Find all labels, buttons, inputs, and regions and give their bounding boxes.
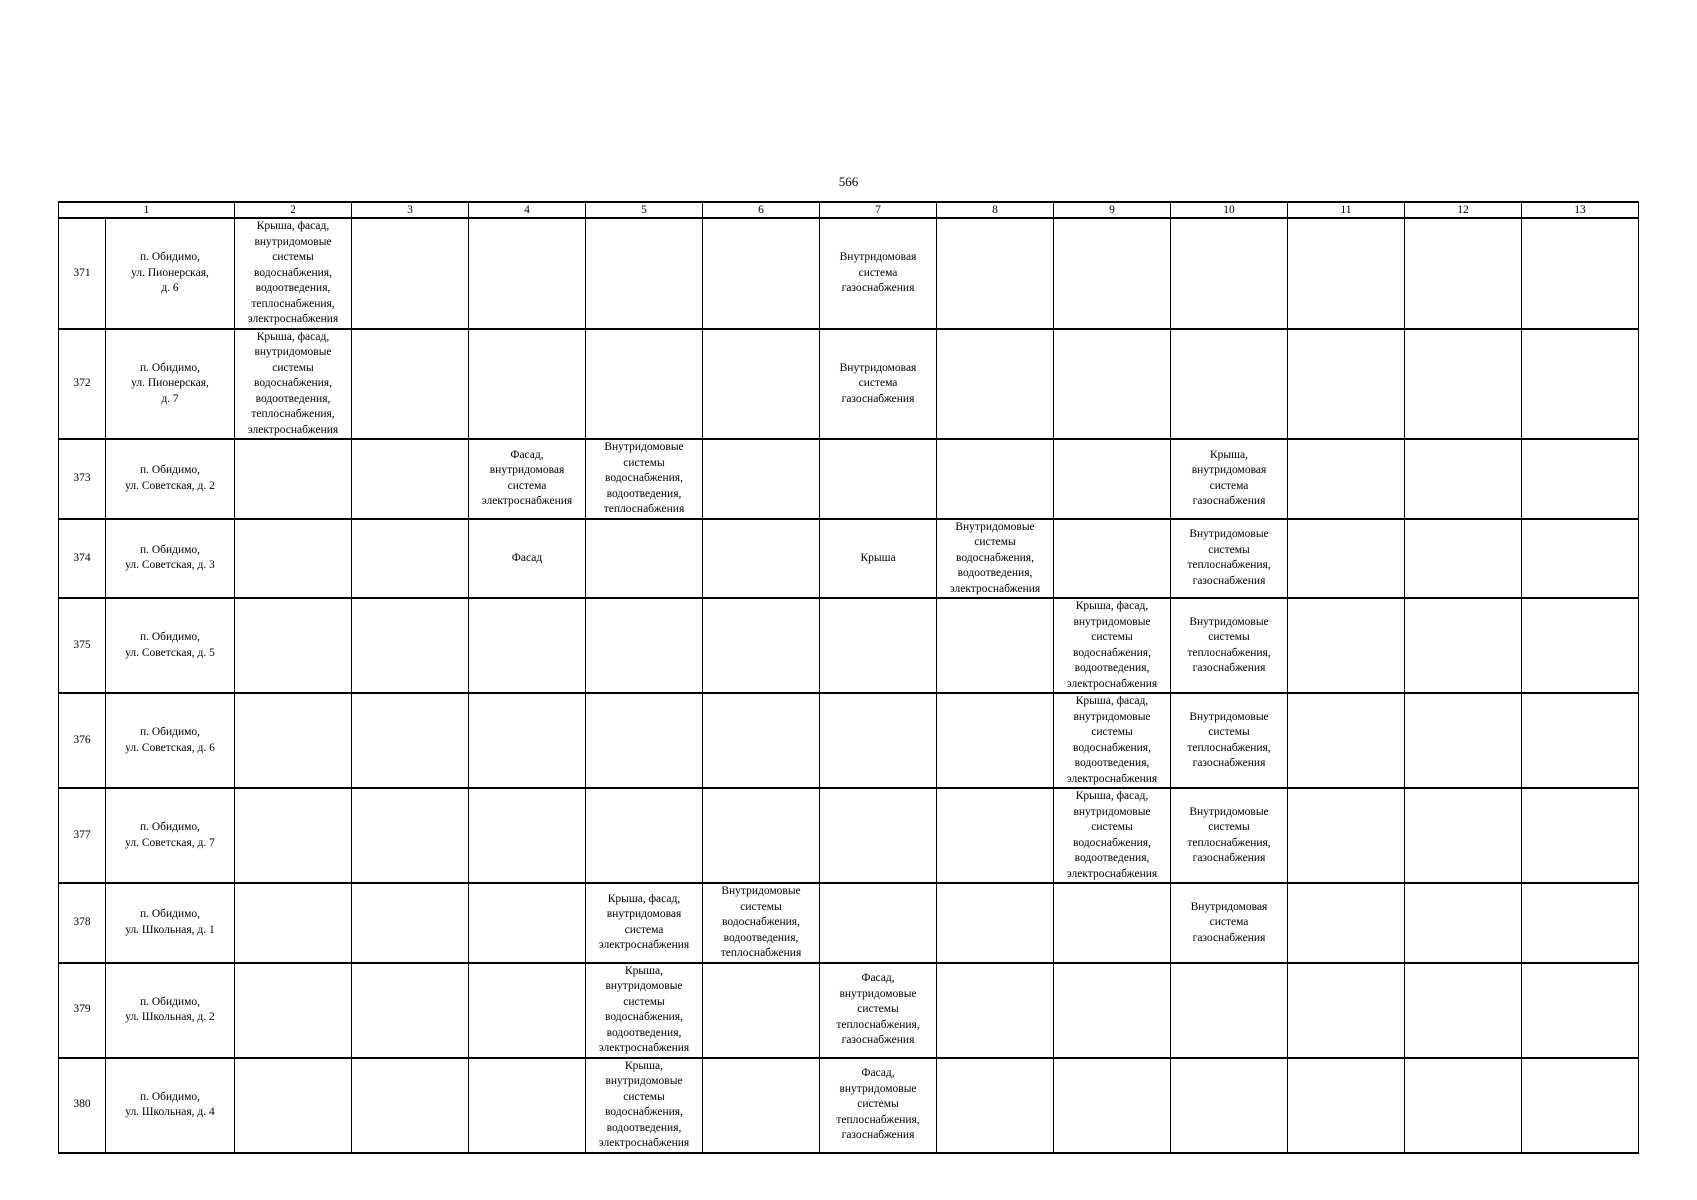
work-text: Крыша, фасад, внутридомовые системы водоснабжения, водоотведения, теплоснабжения, электроснабжения: [247, 330, 339, 436]
work-cell-col-7: [820, 598, 937, 693]
work-cell-col-9: [1054, 329, 1171, 440]
work-cell-col-3: [352, 693, 469, 788]
address-cell: [106, 519, 235, 599]
work-cell-col-3: [352, 1058, 469, 1153]
work-cell-col-11: [1288, 218, 1405, 329]
work-cell-col-6: [703, 788, 820, 883]
work-text: Крыша, фасад, внутридомовые системы водоснабжения, водоотведения, электроснабжения: [1066, 790, 1158, 880]
address-text: п. Обидимо, ул. Пионерская, д. 6: [131, 251, 209, 294]
table-row: [59, 963, 1639, 1058]
address-text: п. Обидимо, ул. Советская, д. 7: [125, 821, 215, 849]
work-cell-col-12: [1405, 519, 1522, 599]
work-cell-col-13: [1522, 598, 1639, 693]
work-cell-col-9: [1054, 598, 1171, 693]
header-cell: 13: [1522, 202, 1639, 218]
work-cell-col-4: [469, 519, 586, 599]
work-cell-col-6: [703, 218, 820, 329]
work-cell-col-12: [1405, 598, 1522, 693]
row-number-cell: 376: [59, 693, 106, 788]
work-text: Крыша, фасад, внутридомовые системы водоснабжения, водоотведения, теплоснабжения, электроснабжения: [247, 220, 339, 325]
address-text: п. Обидимо, ул. Школьная, д. 2: [125, 995, 215, 1023]
work-cell-col-2: [235, 329, 352, 440]
work-cell-col-7: [820, 788, 937, 883]
work-cell-col-3: [352, 519, 469, 599]
header-cell: 4: [469, 202, 586, 218]
work-cell-col-13: [1522, 218, 1639, 329]
work-cell-col-9: [1054, 218, 1171, 329]
address-text: п. Обидимо, ул. Пионерская, д. 7: [131, 361, 209, 405]
row-number-cell: 374: [59, 519, 106, 599]
work-text: Фасад, внутридомовая система электроснабжения: [481, 448, 573, 508]
table-row: [59, 788, 1639, 883]
work-cell-col-4: [469, 218, 586, 329]
address-cell: [106, 598, 235, 693]
work-cell-col-5: [586, 218, 703, 329]
work-cell-col-13: [1522, 439, 1639, 519]
work-text: Крыша, фасад, внутридомовые системы водоснабжения, водоотведения, электроснабжения: [1066, 600, 1158, 690]
work-text: Внутридомовая система газоснабжения: [839, 251, 917, 294]
address-text: п. Обидимо, ул. Советская, д. 5: [125, 631, 215, 659]
work-text: Внутридомовая система газоснабжения: [1190, 900, 1268, 944]
work-cell-col-3: [352, 883, 469, 963]
work-cell-col-5: [586, 519, 703, 599]
work-cell-col-10: [1171, 439, 1288, 519]
work-text: Внутридомовые системы водоснабжения, водоотведения, теплоснабжения: [603, 441, 685, 515]
work-cell-col-2: [235, 439, 352, 519]
work-cell-col-3: [352, 218, 469, 329]
work-cell-col-8: [937, 1058, 1054, 1153]
row-number-cell: 371: [59, 218, 106, 329]
table-row: [59, 329, 1639, 440]
work-cell-col-5: [586, 1058, 703, 1153]
work-cell-col-4: [469, 693, 586, 788]
work-cell-col-6: [703, 883, 820, 963]
work-text: Крыша, фасад, внутридомовая система электроснабжения: [598, 892, 690, 952]
work-cell-col-6: [703, 329, 820, 440]
work-cell-col-4: [469, 329, 586, 440]
work-cell-col-13: [1522, 788, 1639, 883]
work-cell-col-13: [1522, 963, 1639, 1058]
work-text: Внутридомовые системы теплоснабжения, газоснабжения: [1187, 805, 1271, 864]
table-row: [59, 218, 1639, 329]
table-row: [59, 693, 1639, 788]
table-row: [59, 598, 1639, 693]
work-cell-col-12: [1405, 883, 1522, 963]
work-cell-col-3: [352, 598, 469, 693]
work-cell-col-13: [1522, 883, 1639, 963]
work-cell-col-12: [1405, 963, 1522, 1058]
work-cell-col-2: [235, 883, 352, 963]
work-cell-col-9: [1054, 519, 1171, 599]
work-cell-col-8: [937, 963, 1054, 1058]
address-cell: [106, 883, 235, 963]
work-cell-col-10: [1171, 788, 1288, 883]
work-cell-col-9: [1054, 1058, 1171, 1153]
header-cell: 12: [1405, 202, 1522, 218]
work-cell-col-8: [937, 218, 1054, 329]
work-cell-col-2: [235, 788, 352, 883]
address-cell: [106, 788, 235, 883]
work-text: Крыша, внутридомовые системы водоснабжения, водоотведения, электроснабжения: [598, 964, 690, 1054]
work-cell-col-11: [1288, 329, 1405, 440]
work-text: Фасад, внутридомовые системы теплоснабжения, газоснабжения: [836, 972, 920, 1047]
work-cell-col-11: [1288, 1058, 1405, 1153]
work-cell-col-7: [820, 963, 937, 1058]
work-cell-col-11: [1288, 693, 1405, 788]
work-cell-col-2: [235, 598, 352, 693]
work-cell-col-5: [586, 693, 703, 788]
address-text: п. Обидимо, ул. Школьная, д. 1: [125, 908, 215, 936]
header-cell: 11: [1288, 202, 1405, 218]
work-cell-col-10: [1171, 598, 1288, 693]
address-text: п. Обидимо, ул. Школьная, д. 4: [125, 1090, 215, 1118]
row-number-cell: 375: [59, 598, 106, 693]
work-cell-col-13: [1522, 1058, 1639, 1153]
work-cell-col-6: [703, 439, 820, 519]
work-cell-col-12: [1405, 1058, 1522, 1153]
header-cell: 6: [703, 202, 820, 218]
work-cell-col-11: [1288, 788, 1405, 883]
address-cell: [106, 963, 235, 1058]
work-text: Крыша, внутридомовые системы водоснабжения, водоотведения, электроснабжения: [598, 1059, 690, 1149]
work-cell-col-6: [703, 519, 820, 599]
work-cell-col-11: [1288, 963, 1405, 1058]
work-cell-col-2: [235, 519, 352, 599]
work-cell-col-10: [1171, 883, 1288, 963]
address-cell: [106, 439, 235, 519]
work-cell-col-9: [1054, 693, 1171, 788]
work-cell-col-3: [352, 788, 469, 883]
work-text: Внутридомовые системы теплоснабжения, газоснабжения: [1187, 528, 1271, 587]
work-cell-col-7: [820, 1058, 937, 1153]
work-cell-col-6: [703, 963, 820, 1058]
work-cell-col-5: [586, 598, 703, 693]
work-cell-col-11: [1288, 439, 1405, 519]
work-cell-col-10: [1171, 218, 1288, 329]
work-cell-col-11: [1288, 519, 1405, 599]
work-cell-col-2: [235, 693, 352, 788]
work-text: Внутридомовые системы водоснабжения, водоотведения, теплоснабжения: [720, 885, 802, 959]
work-text: Внутридомовые системы теплоснабжения, газоснабжения: [1187, 615, 1271, 674]
row-number-cell: 373: [59, 439, 106, 519]
work-cell-col-10: [1171, 963, 1288, 1058]
work-cell-col-9: [1054, 788, 1171, 883]
work-cell-col-12: [1405, 693, 1522, 788]
work-cell-col-3: [352, 439, 469, 519]
header-row: [59, 202, 1639, 218]
work-cell-col-6: [703, 1058, 820, 1153]
work-cell-col-4: [469, 1058, 586, 1153]
header-cell: 5: [586, 202, 703, 218]
work-cell-col-7: [820, 519, 937, 599]
header-cell: 7: [820, 202, 937, 218]
row-number-cell: 377: [59, 788, 106, 883]
work-cell-col-11: [1288, 598, 1405, 693]
work-cell-col-10: [1171, 519, 1288, 599]
work-cell-col-2: [235, 1058, 352, 1153]
work-cell-col-2: [235, 963, 352, 1058]
work-cell-col-8: [937, 883, 1054, 963]
header-cell: 9: [1054, 202, 1171, 218]
header-cell: 8: [937, 202, 1054, 218]
address-cell: [106, 218, 235, 329]
work-cell-col-5: [586, 439, 703, 519]
page-number: 566: [838, 174, 859, 189]
work-cell-col-12: [1405, 788, 1522, 883]
work-cell-col-7: [820, 218, 937, 329]
work-schedule-table: [58, 201, 1639, 1154]
work-cell-col-8: [937, 693, 1054, 788]
work-text: Фасад: [511, 551, 543, 564]
work-cell-col-12: [1405, 329, 1522, 440]
table-row: [59, 519, 1639, 599]
row-number-cell: 379: [59, 963, 106, 1058]
work-cell-col-12: [1405, 439, 1522, 519]
row-number-cell: 372: [59, 329, 106, 440]
table-row: [59, 883, 1639, 963]
work-cell-col-5: [586, 883, 703, 963]
table-row: [59, 1058, 1639, 1153]
work-cell-col-7: [820, 883, 937, 963]
work-cell-col-8: [937, 329, 1054, 440]
header-cell: 2: [235, 202, 352, 218]
row-number-cell: 380: [59, 1058, 106, 1153]
work-cell-col-5: [586, 329, 703, 440]
address-text: п. Обидимо, ул. Советская, д. 2: [125, 464, 215, 492]
work-cell-col-13: [1522, 693, 1639, 788]
work-text: Внутридомовые системы теплоснабжения, газоснабжения: [1187, 710, 1271, 769]
work-cell-col-6: [703, 693, 820, 788]
work-cell-col-12: [1405, 218, 1522, 329]
work-text: Внутридомовые системы водоснабжения, водоотведения, электроснабжения: [949, 520, 1041, 595]
address-text: п. Обидимо, ул. Советская, д. 3: [125, 543, 215, 572]
work-cell-col-8: [937, 519, 1054, 599]
work-cell-col-3: [352, 329, 469, 440]
row-number-cell: 378: [59, 883, 106, 963]
table-row: [59, 439, 1639, 519]
header-cell: 10: [1171, 202, 1288, 218]
work-cell-col-5: [586, 788, 703, 883]
work-text: Фасад, внутридомовые системы теплоснабжения, газоснабжения: [836, 1067, 920, 1142]
address-cell: [106, 1058, 235, 1153]
header-cell: 1: [59, 202, 235, 218]
work-cell-col-4: [469, 439, 586, 519]
work-cell-col-7: [820, 329, 937, 440]
address-cell: [106, 693, 235, 788]
work-text: Крыша, внутридомовая система газоснабжения: [1191, 448, 1267, 508]
work-cell-col-8: [937, 439, 1054, 519]
work-text: Внутридомовая система газоснабжения: [839, 361, 917, 405]
address-text: п. Обидимо, ул. Советская, д. 6: [125, 726, 215, 754]
work-cell-col-4: [469, 963, 586, 1058]
work-cell-col-13: [1522, 519, 1639, 599]
header-cell: 3: [352, 202, 469, 218]
work-cell-col-10: [1171, 693, 1288, 788]
work-cell-col-10: [1171, 1058, 1288, 1153]
address-cell: [106, 329, 235, 440]
work-cell-col-2: [235, 218, 352, 329]
work-cell-col-4: [469, 883, 586, 963]
work-text: Крыша: [860, 551, 896, 564]
work-cell-col-4: [469, 788, 586, 883]
work-cell-col-3: [352, 963, 469, 1058]
work-cell-col-13: [1522, 329, 1639, 440]
work-cell-col-9: [1054, 963, 1171, 1058]
work-cell-col-7: [820, 693, 937, 788]
work-cell-col-7: [820, 439, 937, 519]
work-cell-col-9: [1054, 439, 1171, 519]
work-cell-col-4: [469, 598, 586, 693]
work-cell-col-5: [586, 963, 703, 1058]
work-cell-col-10: [1171, 329, 1288, 440]
work-cell-col-8: [937, 788, 1054, 883]
work-text: Крыша, фасад, внутридомовые системы водоснабжения, водоотведения, электроснабжения: [1066, 695, 1158, 785]
work-cell-col-9: [1054, 883, 1171, 963]
work-cell-col-11: [1288, 883, 1405, 963]
work-cell-col-8: [937, 598, 1054, 693]
work-cell-col-6: [703, 598, 820, 693]
